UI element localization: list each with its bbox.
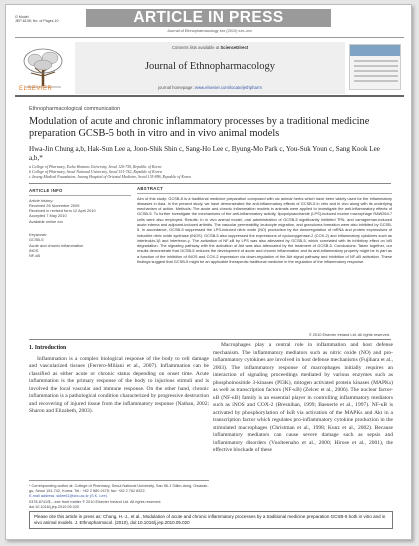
keyword: iNOS [29,247,39,253]
history-label: Article history: [29,197,54,203]
cover-lines [354,60,398,85]
article-page [5,4,412,540]
homepage-link[interactable]: www.elsevier.com/locate/jethpharm [194,85,262,90]
keyword: Acute and chronic inflammation [29,242,84,248]
history-line: Available online xxx [29,218,64,224]
journal-cover-thumbnail-icon [349,44,401,90]
footnote-line: * Corresponding author at: College of Pharmacy, Seoul National University, San 56-1 Sillim-dong, Gwanak-gu, Seoul 151-742, Korea. Tel.: +82 2 880 2475; fax: +82 2 762 8322. [29,484,209,493]
journal-reference: Journal of Ethnopharmacology xxx (2010) xxx–xxx [167,29,252,33]
publisher-name: ELSEVIER [19,86,53,92]
email-link[interactable]: E-mail address: sklee61@snu.ac.kr (S.K. Lee). [29,493,108,498]
footnote-line: 0378-8741/$ – see front matter © 2010 Elsevier Ireland Ltd. All rights reserved. [29,500,162,505]
body-right-column [213,342,393,509]
cover-band [350,45,400,56]
citation-box: Please cite this article in press as: Chung, H.-J., et al., Modulation of acute and chronic inflammatory processes by a traditional medicine preparation GCSB-5 both in vitro and in vivo animal models. J. Ethnopharmacol. (2010), doi:10.1016/j.jep.2010.05.020 [29,511,393,529]
elsevier-tree-logo-icon [17,46,69,90]
keyword: NF-κB [29,253,41,259]
article-title: Modulation of acute and chronic inflammatory processes by a traditional medicine preparation GCSB-5 both in vitro and in vivo animal models [29,116,370,140]
body-left-column [29,345,209,416]
divider [29,339,391,340]
section-heading: 1. Introduction [29,345,67,351]
history-line: Received 26 November 2009 [29,202,80,208]
homepage-prefix: journal homepage: [158,85,195,90]
masthead-center [75,42,345,94]
manuscript-ref-line: G Model [15,15,29,19]
abstract-text: Aim of this study: GCSB-5 is a traditional medicine preparation composed with six animal herbs which have been widely used for the inflammatory diseases in Asia. In the present study, we have demonstrated the anti-inflammatory effects of GCSB-5 in vitro and in vivo along with its underlying mechanism of action. Methods: The acute and chronic inflammation models in animals were applied to investigate the anti-inflammatory effects of GCSB-5. To further investigate the mechanisms of the anti-inflammatory activity, lipopolysaccharide (LPS)-induced murine macrophage RAW264.7 cells were also employed. Results: In in vivo animal model, oral administration of GCSB-5 significantly inhibited TPA- and carrageenan-induced acute edema and adjuvant-induced arthritis. The vascular permeability, leukocyte migration, and granuloma formation were also inhibited by GCSB-5. In accordance, GCSB-5 suppressed the LPS-induced nitric oxide (NO) production by the downregulation of mRNA and protein expressions of inducible nitric oxide synthase (iNOS). GCSB-5 also suppressed the expressions of cyclooxygenase-2 (COX-2) and inflammatory cytokines such as interleukin-1β and interferon-γ. The activation of NF-κB by LPS was also alleviated by GCSB-5, which correlated with its inhibitory effect on IκB degradation. The signaling pathway with the activation of Akt was also attenuated by the treatment of GCSB-5. Conclusions: Taken together, our results demonstrate that GCSB-5 reduces the development of acute and chronic inflammation and its anti-inflammatory property might be in part as a function of the inhibition of iNOS and COX-2 expression via down-regulation of the Akt signal pathway and inhibition of NF-κB activation. These findings suggest that GCSB-5 might be an applicable therapeutic traditional medicine in the regulation of the inflammatory response. [137,195,392,265]
journal-title: Journal of Ethnopharmacology [144,61,276,72]
body-paragraph: Inflammation is a complex biological response of the body to cell damage and vascularized tissues (Ferrero-Miliani et al., 2007). Inflammation can be classified as either acute or chronic status depending on onset time. Acute inflammation is the primary response of the body to injurious stimuli and is involved the local vascular and immune response. On the other hand, chronic inflammation is a pathological condition characterized by progressive destruction and recovering of injured tissue from the inflammatory response (Nathan, 2002; Sharon and Elizabeth, 2003). [29,355,209,414]
doi-line: doi:10.1016/j.jep.2010.05.020 [29,505,80,510]
abstract-heading: ABSTRACT [137,186,392,194]
journal-masthead [15,37,404,97]
manuscript-ref-line: JEP-6108; No. of Pages 10 [15,19,59,24]
sciencedirect-link[interactable]: ScienceDirect [220,45,249,50]
contents-line [75,45,345,50]
manuscript-ref [15,15,59,24]
article-authors: Hwa-Jin Chung a,b, Hak-Sun Lee a, Joon-Shik Shin c, Sang-Ho Lee c, Byung-Mo Park c, You-Suk Youn c, Sang Kook Lee a,b,* [29,145,380,163]
divider [29,183,391,184]
history-line: Received in revised form 12 April 2010 [29,208,96,214]
article-info-heading: ARTICLE INFO [29,188,131,196]
affiliation-line: a College of Pharmacy, Ewha Womans University, Seoul 120-750, Republic of Korea [29,165,162,169]
abstract-copyright: © 2010 Elsevier Ireland Ltd. All rights reserved. [308,332,390,337]
article-in-press-banner: ARTICLE IN PRESS [86,9,331,27]
author-affiliations [29,165,389,180]
keyword: GCSB-5 [29,237,44,243]
journal-homepage [75,85,345,90]
keywords-label: Keywords: [29,231,48,237]
contents-prefix: Contents lists available at [171,45,221,50]
abstract-section [137,186,392,337]
body-paragraph: Macrophages play a central role in inflammation and host defense mechanism. The inflammatory mediators such as nitric oxide (NO) and pro-inflammatory cytokines are involved in host defense mechanisms (Fujihara et al., 2003). The inflammatory response of macrophages initially requires an interaction of signaling proceedings mediated by various enzymes such as phosphoinositide 3-kinases (PI3K), mitogen activated protein kinases (MAPKs) as well as transcription factors (NF-κB) (Zelcer et al., 2006). The nuclear factor-κB (NF-κB) family is an essential player in controlling inflammatory mediators such as iNOS and COX-2 (Bresnihan, 1999; Baeuerle et al., 1997). NF-κB is activated by phosphorylation of IκB via activation of the MAPKs and Akt in a transcription factor which regulates pro-inflammatory cytokine production in the stimulated macrophages (Christman et al., 1998; Kunz et al., 2002). Because inflammatory mediators can cause severe damage such as sepsis and inflammatory disorders (Vuolteenaho et al., 2000; Hirose et al., 2001), the effective blockade of these [213,342,393,453]
footnotes [29,480,209,510]
affiliation-line: c Jaseng Medical Foundation, Jaseng Hospital of Oriental Medicine, Seoul 135-896, Republic of Korea [29,174,191,179]
history-line: Accepted 7 May 2010 [29,213,67,219]
affiliation-line: b College of Pharmacy, Seoul National University, Seoul 151-742, Republic of Korea [29,169,162,174]
article-section-label: Ethnopharmacological communication [29,106,121,112]
article-info-column [29,188,131,258]
